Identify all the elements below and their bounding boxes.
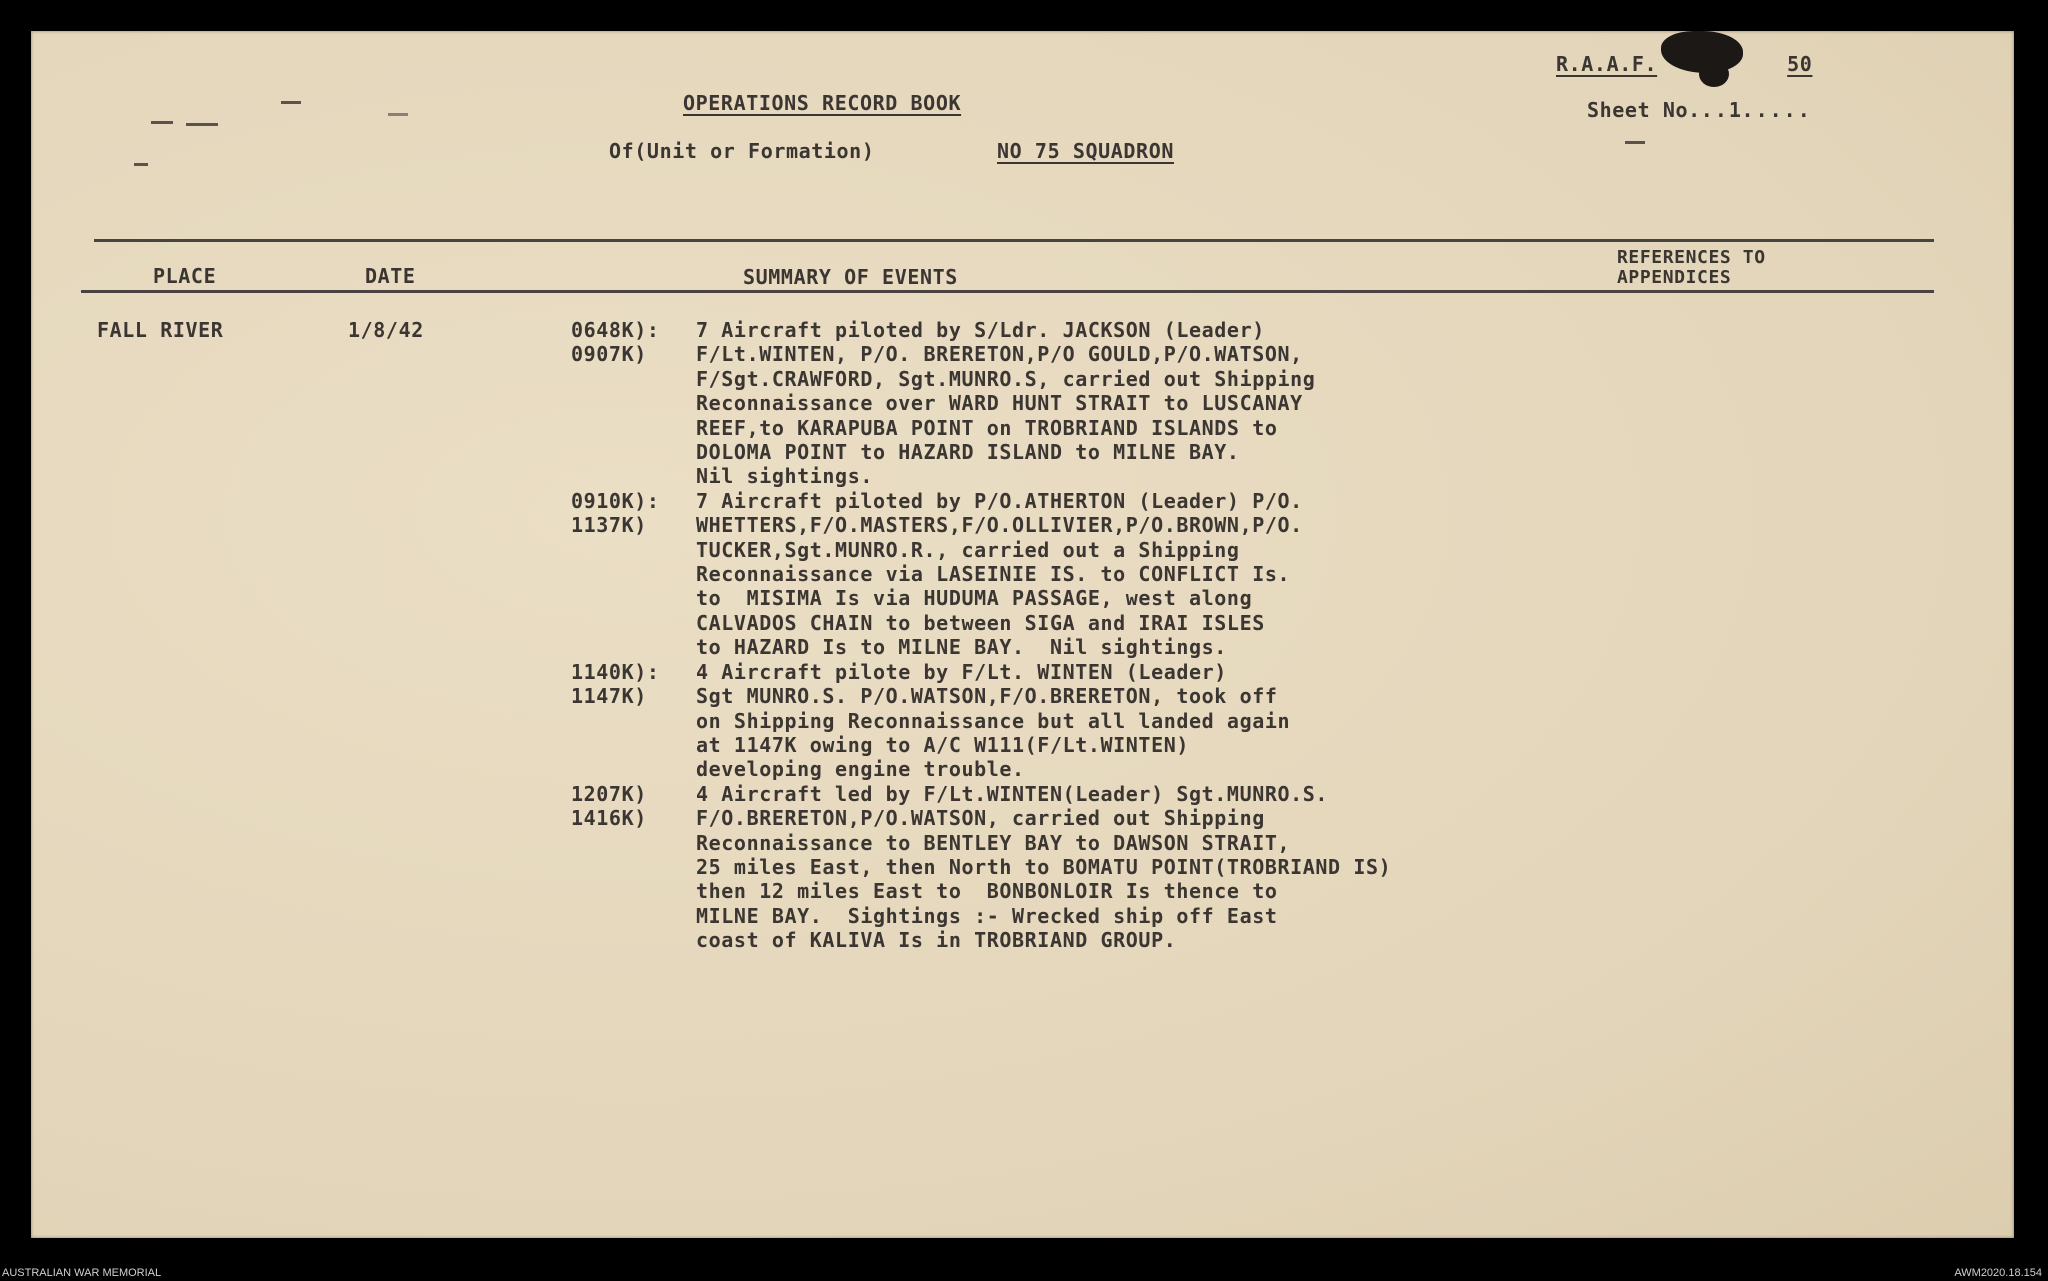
summary-line: MILNE BAY. Sightings :- Wrecked ship off East <box>696 903 1278 928</box>
summary-line: F/Sgt.CRAWFORD, Sgt.MUNRO.S, carried out Shipping <box>696 366 1316 391</box>
time-line: 1137K) <box>571 513 647 538</box>
form-ref-prefix: R.A.A.F. <box>1556 52 1658 76</box>
summary-line: 7 Aircraft piloted by S/Ldr. JACKSON (Leader) <box>696 318 1265 342</box>
column-header-summary: SUMMARY OF EVENTS <box>743 265 958 289</box>
time-line <box>571 733 660 757</box>
time-line: 1140K): <box>571 659 660 684</box>
summary-line: Reconnaissance over WARD HUNT STRAIT to LUSCANAY <box>696 391 1303 416</box>
time-line <box>571 709 660 733</box>
time-line <box>571 391 660 415</box>
time-line: 0648K): <box>571 318 660 342</box>
time-line <box>571 416 660 440</box>
unit-label: Of(Unit or Formation) <box>609 139 875 163</box>
summary-line: Reconnaissance to BENTLEY BAY to DAWSON STRAIT, <box>696 830 1291 855</box>
summary-line: F/O.BRERETON,P/O.WATSON, carried out Shipping <box>696 806 1265 831</box>
time-line <box>571 440 660 464</box>
summary-line: TUCKER,Sgt.MUNRO.R., carried out a Shipping <box>696 537 1240 562</box>
column-header-place: PLACE <box>153 264 217 288</box>
summary-line: to HAZARD Is to MILNE BAY. Nil sightings. <box>696 635 1227 660</box>
summary-line: 7 Aircraft piloted by P/O.ATHERTON (Leader) P/O. <box>696 488 1303 513</box>
time-line <box>571 586 660 610</box>
summary-line: on Shipping Reconnaissance but all landed again <box>696 708 1291 733</box>
column-header-references <box>1617 248 1766 288</box>
references-line-1: REFERENCES TO <box>1617 247 1766 268</box>
form-ref-number: 50 <box>1787 52 1813 76</box>
punch-mark <box>388 113 408 116</box>
references-line-2: APPENDICES <box>1617 267 1732 288</box>
summary-line: CALVADOS CHAIN to between SIGA and IRAI ISLES <box>696 610 1265 635</box>
summary-line: to MISIMA Is via HUDUMA PASSAGE, west along <box>696 586 1253 611</box>
time-line: 0907K) <box>571 342 647 367</box>
punch-mark <box>1625 141 1645 144</box>
column-header-date: DATE <box>365 264 416 288</box>
entry-date: 1/8/42 <box>348 318 424 342</box>
time-line: 1416K) <box>571 806 647 831</box>
summary-line: DOLOMA POINT to HAZARD ISLAND to MILNE BAY. <box>696 440 1240 465</box>
document-title: OPERATIONS RECORD BOOK <box>683 91 962 115</box>
punch-mark <box>186 123 218 126</box>
sheet-label: Sheet No. <box>1587 98 1701 122</box>
archive-reference: AWM2020.18.154 <box>1954 1267 2042 1279</box>
sheet-number-value: 1 <box>1728 98 1742 122</box>
times-column <box>571 318 660 831</box>
header-rule-top <box>94 239 1934 242</box>
summary-line: F/Lt.WINTEN, P/O. BRERETON,P/O GOULD,P/O.WATSON, <box>696 342 1303 367</box>
time-line <box>571 367 660 391</box>
punch-mark <box>134 163 148 166</box>
punch-mark <box>151 121 173 124</box>
summary-line: REEF,to KARAPUBA POINT on TROBRIAND ISLANDS to <box>696 415 1278 440</box>
time-line <box>571 635 660 659</box>
summary-line: WHETTERS,F/O.MASTERS,F/O.OLLIVIER,P/O.BROWN,P/O. <box>696 513 1303 538</box>
time-line: 1147K) <box>571 684 647 709</box>
summary-line: 4 Aircraft pilote by F/Lt. WINTEN (Leader) <box>696 659 1227 684</box>
unit-name: NO 75 SQUADRON <box>997 139 1174 163</box>
punch-mark <box>281 101 301 104</box>
entry-place: FALL RIVER <box>97 318 224 342</box>
summary-of-events <box>696 318 1391 953</box>
time-line <box>571 464 660 488</box>
summary-line: then 12 miles East to BONBONLOIR Is thence to <box>696 879 1278 904</box>
summary-line: at 1147K owing to A/C W111(F/Lt.WINTEN) <box>696 732 1189 757</box>
time-line: 0910K): <box>571 488 660 513</box>
time-line <box>571 538 660 562</box>
summary-line: coast of KALIVA Is in TROBRIAND GROUP. <box>696 928 1177 953</box>
archive-credit: AUSTRALIAN WAR MEMORIAL <box>2 1267 162 1279</box>
time-line <box>571 611 660 635</box>
summary-line: Reconnaissance via LASEINIE IS. to CONFLICT Is. <box>696 562 1291 587</box>
time-line <box>571 757 660 781</box>
summary-line: 25 miles East, then North to BOMATU POINT(TROBRIAND IS) <box>696 854 1392 879</box>
sheet-number: Sheet No...1..... <box>1587 98 1812 122</box>
summary-line: 4 Aircraft led by F/Lt.WINTEN(Leader) Sgt.MUNRO.S. <box>696 781 1329 806</box>
summary-line: Sgt MUNRO.S. P/O.WATSON,F/O.BRERETON, took off <box>696 684 1278 709</box>
ink-blot-drip <box>1699 61 1729 87</box>
time-line <box>571 562 660 586</box>
summary-line: developing engine trouble. <box>696 757 1025 782</box>
document-sheet <box>31 31 2014 1238</box>
summary-line: Nil sightings. <box>696 464 873 489</box>
time-line: 1207K) <box>571 781 647 806</box>
header-rule-bottom <box>81 290 1934 293</box>
